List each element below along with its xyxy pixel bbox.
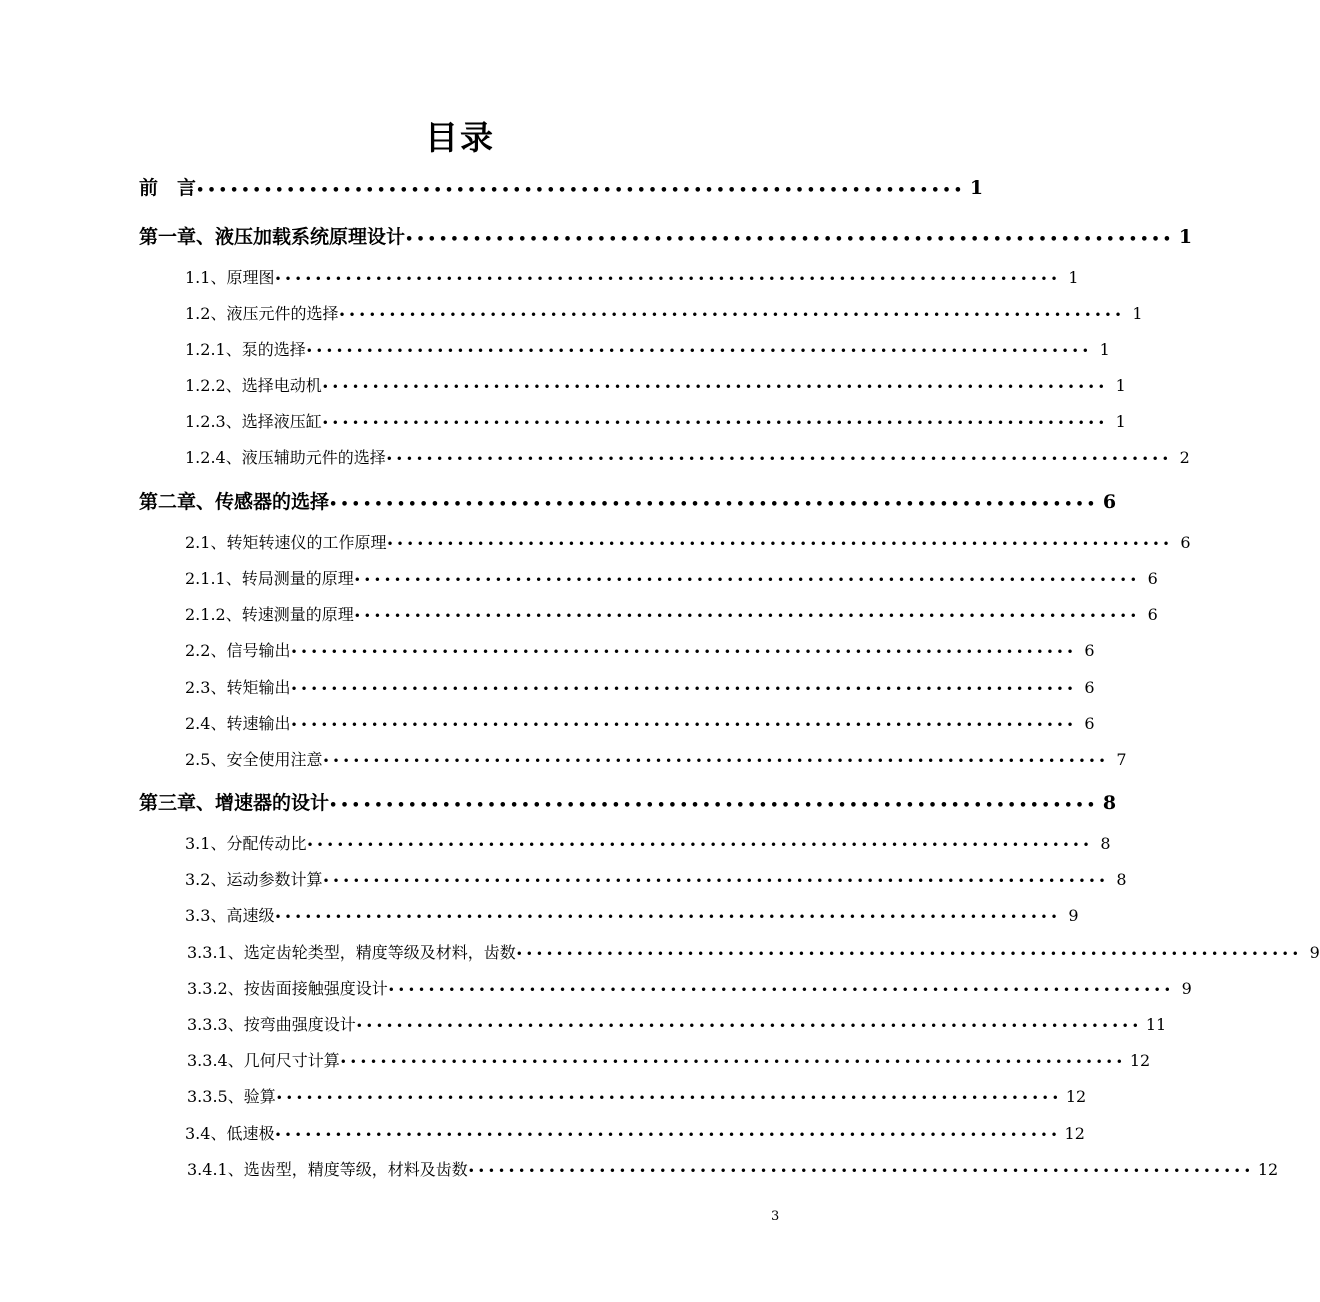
toc-entry-page: 6 — [1147, 605, 1158, 624]
toc-entry-3-1 — [185, 831, 1111, 854]
toc-entry-page: 1 — [1115, 376, 1126, 395]
dot-leader: •••••••••••••••••••••••••••••••••••••••••••••••••••••••••••••••••••••••••••••• — [338, 308, 1125, 322]
toc-entry-3-3-5 — [187, 1084, 1087, 1107]
toc-entry-page: 12 — [1064, 1124, 1085, 1143]
dot-leader: •••••••••••••••••••••••••••••••••••••••••••••••••••••••••••••••••••••••••••••• — [322, 754, 1109, 768]
toc-entry-label: 3.3.4、几何尺寸计算 — [187, 1051, 340, 1070]
toc-entry-label: 3.3.1、选定齿轮类型，精度等级及材料，齿数 — [187, 943, 516, 962]
toc-entry-3-3 — [185, 903, 1079, 926]
toc-entry-label: 第三章、增速器的设计 — [139, 792, 330, 814]
toc-entry-page: 6 — [1084, 714, 1095, 733]
toc-entry-3-3-4 — [187, 1048, 1151, 1071]
page-number: 3 — [771, 1209, 780, 1224]
toc-entry-label: 3.3.5、验算 — [187, 1087, 276, 1106]
toc-entry-3-4 — [185, 1121, 1085, 1144]
toc-entry-page: 9 — [1309, 943, 1320, 962]
toc-entry-page: 12 — [1257, 1160, 1279, 1179]
toc-entry-page: 8 — [1102, 792, 1117, 814]
toc-entry-page: 1 — [1132, 304, 1143, 323]
dot-leader: •••••••••••••••••••••••••••••••••••••••••••••••••••••••••••••••••••••••••••••• — [321, 380, 1108, 394]
dot-leader: •••••••••••••••••••••••••••••••••••••••••••••••••••••••••••••••••••••••••••••• — [353, 609, 1140, 623]
toc-entry-2-2 — [185, 638, 1095, 661]
toc-entry-2-1-1 — [185, 566, 1158, 589]
toc-entry-page: 6 — [1102, 491, 1117, 513]
toc-entry-label: 3.1、分配传动比 — [185, 834, 307, 853]
toc-entry-label: 1.2.4、液压辅助元件的选择 — [185, 448, 386, 467]
toc-entry-preface — [139, 173, 984, 200]
toc-entry-label: 第二章、传感器的选择 — [139, 491, 330, 513]
toc-entry-label: 1.2、液压元件的选择 — [185, 304, 339, 323]
toc-entry-2-1-2 — [185, 602, 1158, 625]
toc-entry-label: 2.1.1、转局测量的原理 — [185, 569, 354, 588]
dot-leader: •••••••••••••••••••••••••••••••••••••••••••••••••••••••••••••••••••••••••••••• — [274, 272, 1061, 286]
toc-entry-page: 1 — [1178, 226, 1193, 248]
toc-entry-3-3-2 — [187, 976, 1192, 999]
dot-leader: •••••••••••••••••••••••••••••••••••••••••••••••••••••••••••••••••••••••••••••• — [353, 573, 1140, 587]
toc-entry-1-2-1 — [185, 337, 1110, 360]
toc-entry-3-2 — [185, 867, 1127, 890]
toc-entry-page: 1 — [1099, 340, 1110, 359]
toc-entry-label: 3.4.1、选齿型，精度等级，材料及齿数 — [187, 1160, 468, 1179]
dot-leader: •••••••••••••••••••••••••••••••••••••••••••••••••••••••••••••••••••••••••••••• — [385, 452, 1172, 466]
toc-entry-label: 1.1、原理图 — [185, 268, 275, 287]
toc-entry-label: 2.1.2、转速测量的原理 — [185, 605, 354, 624]
toc-entry-page: 6 — [1180, 533, 1191, 552]
dot-leader: •••••••••••••••••••••••••••••••••••••••••••••••••••••••••••••••••••••••••••••• — [386, 537, 1173, 551]
dot-leader: •••••••••••••••••••••••••••••••••••••••••••••••••••••••••••••••••••••••••••••• — [290, 682, 1077, 696]
toc-entry-page: 12 — [1129, 1051, 1151, 1070]
toc-entry-2-4 — [185, 711, 1095, 734]
toc-entry-label: 第一章、液压加载系统原理设计 — [139, 226, 406, 248]
dot-leader: •••••••••••••••••••••••••••••••••••••••••••••••••••••••••••••••••••• — [405, 232, 1175, 247]
dot-leader: •••••••••••••••••••••••••••••••••••••••••••••••••••••••••••••••••••••••••••••• — [290, 718, 1077, 732]
toc-entry-page: 8 — [1116, 870, 1127, 889]
dot-leader: •••••••••••••••••••••••••••••••••••••••••••••••••••••••••••••••••••• — [196, 183, 966, 198]
dot-leader: •••••••••••••••••••••••••••••••••••••••••••••••••••••••••••••••••••• — [329, 497, 1099, 512]
dot-leader: •••••••••••••••••••••••••••••••••••••••••••••••••••••••••••••••••••••••••••••• — [290, 645, 1077, 659]
toc-entry-1-1 — [185, 265, 1079, 288]
toc-entry-label: 2.3、转矩输出 — [185, 678, 291, 697]
toc-entry-label: 3.2、运动参数计算 — [185, 870, 323, 889]
toc-entry-label: 2.2、信号输出 — [185, 641, 291, 660]
toc-entry-label: 3.4、低速极 — [185, 1124, 275, 1143]
toc-entry-2-3 — [185, 675, 1095, 698]
dot-leader: •••••••••••••••••••••••••••••••••••••••••••••••••••••••••••••••••••••••••••••• — [275, 1091, 1062, 1105]
toc-entry-page: 6 — [1084, 678, 1095, 697]
dot-leader: •••••••••••••••••••••••••••••••••••••••••••••••••••••••••••••••••••••••••••••• — [274, 1128, 1061, 1142]
toc-entry-page: 6 — [1084, 641, 1095, 660]
dot-leader: •••••••••••••••••••••••••••••••••••••••••••••••••••••••••••••••••••••••••••••• — [387, 983, 1174, 997]
toc-entry-label: 前 言 — [139, 177, 197, 199]
toc-entry-label: 2.4、转速输出 — [185, 714, 291, 733]
toc-entry-page: 7 — [1116, 750, 1127, 769]
toc-entry-page: 6 — [1147, 569, 1158, 588]
toc-entry-3-3-3 — [187, 1012, 1167, 1035]
dot-leader: •••••••••••••••••••••••••••••••••••••••••••••••••••••••••••••••••••••••••••••• — [274, 910, 1061, 924]
toc-entry-1-2-4 — [185, 445, 1190, 468]
toc-entry-chapter-1 — [139, 222, 1193, 249]
toc-entry-page: 1 — [969, 177, 984, 199]
toc-entry-label: 3.3、高速级 — [185, 906, 275, 925]
toc-entry-chapter-2 — [139, 487, 1117, 514]
toc-entry-label: 1.2.1、泵的选择 — [185, 340, 306, 359]
toc-entry-page: 1 — [1068, 268, 1079, 287]
toc-entry-label: 3.3.2、按齿面接触强度设计 — [187, 979, 388, 998]
toc-entry-page: 8 — [1100, 834, 1111, 853]
toc-entry-page: 11 — [1145, 1015, 1167, 1034]
toc-entry-2-5 — [185, 747, 1127, 770]
toc-entry-label: 1.2.3、选择液压缸 — [185, 412, 322, 431]
toc-entry-page: 12 — [1065, 1087, 1087, 1106]
dot-leader: •••••••••••••••••••••••••••••••••••••••••••••••••••••••••••••••••••• — [329, 798, 1099, 813]
toc-entry-1-2 — [185, 301, 1143, 324]
toc-entry-3-4-1 — [187, 1157, 1279, 1180]
page-title: 目录 — [425, 118, 495, 157]
toc-entry-2-1 — [185, 530, 1191, 553]
toc-entry-label: 2.1、转矩转速仪的工作原理 — [185, 533, 387, 552]
toc-entry-1-2-2 — [185, 373, 1126, 396]
toc-entry-3-3-1 — [187, 940, 1320, 963]
toc-entry-label: 1.2.2、选择电动机 — [185, 376, 322, 395]
toc-entry-page: 2 — [1179, 448, 1190, 467]
toc-entry-page: 9 — [1068, 906, 1079, 925]
dot-leader: •••••••••••••••••••••••••••••••••••••••••••••••••••••••••••••••••••••••••••••• — [515, 947, 1302, 961]
toc-entry-label: 3.3.3、按弯曲强度设计 — [187, 1015, 356, 1034]
dot-leader: •••••••••••••••••••••••••••••••••••••••••••••••••••••••••••••••••••••••••••••• — [321, 416, 1108, 430]
toc-entry-1-2-3 — [185, 409, 1126, 432]
toc-entry-page: 1 — [1115, 412, 1126, 431]
toc-entry-label: 2.5、安全使用注意 — [185, 750, 323, 769]
dot-leader: •••••••••••••••••••••••••••••••••••••••••••••••••••••••••••••••••••••••••••••• — [305, 344, 1092, 358]
dot-leader: •••••••••••••••••••••••••••••••••••••••••••••••••••••••••••••••••••••••••••••• — [339, 1055, 1126, 1069]
toc-entry-chapter-3 — [139, 788, 1117, 815]
dot-leader: •••••••••••••••••••••••••••••••••••••••••••••••••••••••••••••••••••••••••••••• — [467, 1164, 1254, 1178]
dot-leader: •••••••••••••••••••••••••••••••••••••••••••••••••••••••••••••••••••••••••••••• — [322, 874, 1109, 888]
toc-entry-page: 9 — [1181, 979, 1192, 998]
dot-leader: •••••••••••••••••••••••••••••••••••••••••••••••••••••••••••••••••••••••••••••• — [355, 1019, 1142, 1033]
dot-leader: •••••••••••••••••••••••••••••••••••••••••••••••••••••••••••••••••••••••••••••• — [306, 838, 1093, 852]
